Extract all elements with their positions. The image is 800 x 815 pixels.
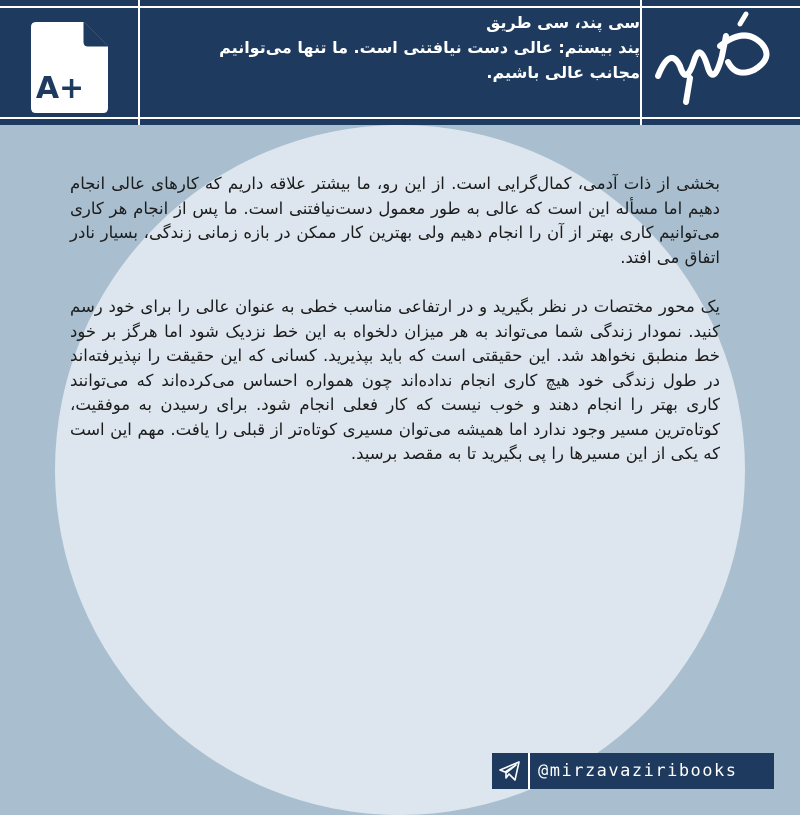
- lesson-title-line2: مجانب عالی باشیم.: [486, 63, 640, 82]
- header-right-divider: [640, 0, 642, 125]
- signature-logo: [650, 6, 780, 116]
- document-icon: [30, 20, 110, 115]
- series-title: سی پند، سی طریق: [486, 13, 640, 32]
- channel-handle[interactable]: @mirzavaziribooks: [538, 761, 738, 781]
- document-logo: [0, 0, 138, 125]
- header-text: [160, 10, 640, 85]
- telegram-icon: [492, 753, 530, 789]
- grade-label: A+: [35, 71, 85, 106]
- paragraph-1: بخشی از ذات آدمی، کمال‌گرایی است. از این رو، ما بیشتر علاقه داریم که کارهای عالی انجام دهیم اما مسأله این است که عالی به طور معمول دست‌نیافتنی است. ما پس از انجام هر کاری می‌توانیم کاری بهتر از آن را انجام دهیم ولی بهترین کار ممکن در بازه زمانی زندگی، بسیار نادر اتفاق می افتد.: [70, 174, 720, 267]
- lesson-title-line1: پند بیستم: عالی دست نیافتنی است. ما تنها می‌توانیم: [219, 38, 640, 57]
- header-banner: [0, 0, 800, 125]
- article-body: [70, 172, 720, 492]
- channel-footer[interactable]: [492, 753, 774, 789]
- header-left-divider: [138, 0, 140, 125]
- paragraph-2: یک محور مختصات در نظر بگیرید و در ارتفاعی مناسب خطی به عنوان عالی را برای خود رسم کنید. نمودار زندگی شما می‌تواند به هر میزان دلخواه به این خط نزدیک شود اما هرگز بر خود خط منطبق نخواهد شد. این حقیقتی است که باید بپذیرید. کسانی که این حقیقت را نپذیرفته‌اند در طول زندگی خود هیچ کاری انجام نداده‌اند چون همواره احساس می‌کرده‌اند که می‌توانند کاری بهتر را انجام دهند و خوب نیست که کار فعلی انجام شود. برای رسیدن به موفقیت، کوتاه‌ترین مسیر وجود ندارد اما همیشه می‌توان مسیری کوتاه‌تر از قبلی را یافت. مهم این است که یکی از این مسیرها را پی بگیرید تا به مقصد برسید.: [70, 297, 720, 463]
